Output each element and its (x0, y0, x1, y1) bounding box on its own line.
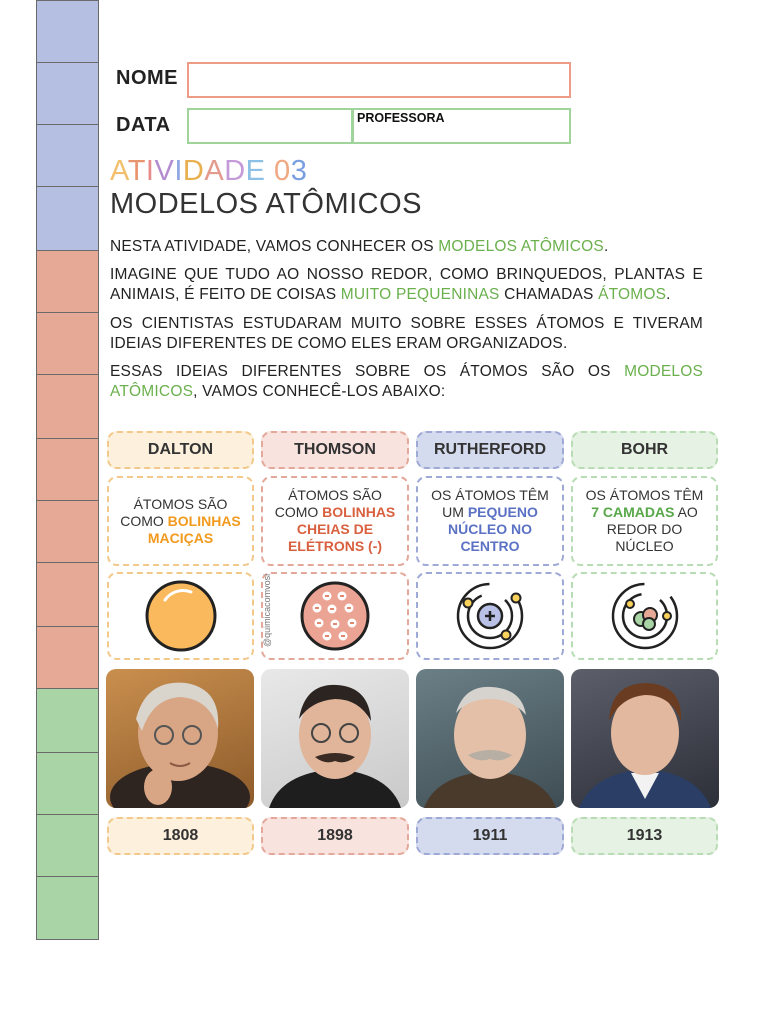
model-name: DALTON (147, 441, 214, 458)
strip-segment (36, 0, 99, 62)
desc-text: AO REDOR DO NÚCLEO (606, 504, 698, 554)
strip-segment (36, 124, 99, 186)
paragraph-text: ESSAS IDEIAS DIFERENTES SOBRE OS ÁTOMOS SÃO OS (110, 363, 625, 380)
model-name: RUTHERFORD (434, 441, 546, 458)
year-text: 1808 (162, 827, 199, 844)
rutherford-portrait (416, 669, 564, 808)
activity-title-letter: D (182, 155, 205, 187)
activity-title-letter: A (110, 155, 128, 187)
bohr-year (571, 817, 718, 855)
thomson-header (261, 431, 409, 469)
rutherford-year (416, 817, 564, 855)
paragraph-text: . (666, 286, 671, 303)
strip-segment (36, 752, 99, 814)
bohr-description (571, 476, 718, 566)
strip-segment (36, 312, 99, 374)
thomson-year (261, 817, 409, 855)
activity-title-letter (265, 155, 274, 187)
activity-title-letter: T (127, 155, 146, 187)
dalton-portrait (106, 669, 254, 808)
page-title: MODELOS ATÔMICOS (110, 188, 423, 220)
person-icon (571, 669, 719, 808)
solid-sphere-icon (143, 578, 219, 654)
person-icon (261, 669, 409, 808)
activity-title-letter: I (145, 155, 155, 187)
year-text: 1898 (317, 827, 353, 844)
highlighted-text: MODELOS ATÔMICOS (110, 363, 703, 400)
activity-title-letter: 3 (290, 155, 308, 187)
name-field[interactable] (187, 62, 571, 98)
activity-title-letter: D (224, 155, 246, 187)
nuclear-atom-icon (452, 578, 528, 654)
rutherford-model-card (416, 572, 564, 660)
activity-title (110, 155, 307, 188)
desc-text: OS ÁTOMOS TÊM UM (431, 487, 549, 520)
bohr-atom-icon (607, 578, 683, 654)
intro-paragraph (110, 265, 703, 305)
desc-text: ÁTOMOS SÃO COMO (120, 495, 228, 529)
dalton-description (107, 476, 254, 566)
intro-paragraph (110, 362, 703, 402)
thomson-portrait (261, 669, 409, 808)
strip-segment (36, 688, 99, 752)
name-label: NOME (116, 67, 178, 89)
strip-segment (36, 374, 99, 438)
desc-highlight: BOLINHAS CHEIAS DE ELÉTRONS (-) (287, 504, 396, 554)
dalton-model-card (107, 572, 254, 660)
desc-highlight: 7 CAMADAS (591, 504, 675, 520)
person-icon (106, 669, 254, 808)
strip-segment (36, 250, 99, 312)
dalton-header (107, 431, 254, 469)
activity-title-letter: A (204, 155, 225, 187)
activity-title-letter: 0 (274, 155, 291, 187)
paragraph-text: NESTA ATIVIDADE, VAMOS CONHECER OS (110, 238, 439, 255)
activity-title-letter: E (245, 155, 266, 187)
highlighted-text: MUITO PEQUENINAS (340, 286, 500, 303)
desc-highlight: BOLINHAS MACIÇAS (147, 512, 241, 546)
bohr-portrait (571, 669, 719, 808)
strip-segment (36, 500, 99, 562)
dalton-year (107, 817, 254, 855)
credit-text: @quimicacomvosi (262, 573, 272, 647)
model-name: THOMSON (294, 441, 376, 458)
intro-paragraph (110, 314, 703, 354)
paragraph-text: , VAMOS CONHECÊ-LOS ABAIXO: (193, 383, 446, 400)
date-label: DATA (116, 114, 171, 136)
paragraph-text: OS CIENTISTAS ESTUDARAM MUITO SOBRE ESSES ÁTOMOS E TIVERAM IDEIAS DIFERENTES DE COMO ELES ERAM ORGANIZADOS. (110, 315, 703, 352)
strip-segment (36, 62, 99, 124)
strip-segment (36, 438, 99, 500)
model-name: BOHR (620, 441, 669, 458)
paragraph-text: IMAGINE QUE TUDO AO NOSSO REDOR, COMO BRINQUEDOS, PLANTAS E ANIMAIS, É FEITO DE COISAS (110, 266, 703, 303)
plum-pudding-icon (297, 578, 373, 654)
thomson-model-card (261, 572, 409, 660)
highlighted-text: ÁTOMOS (598, 286, 667, 303)
rutherford-description (416, 476, 564, 566)
activity-title-letter: V (154, 155, 175, 187)
paragraph-text: . (603, 238, 609, 255)
teacher-field[interactable] (352, 108, 571, 144)
strip-segment (36, 186, 99, 250)
year-text: 1911 (472, 827, 508, 844)
bohr-model-card (571, 572, 718, 660)
strip-segment (36, 562, 99, 626)
desc-text: ÁTOMOS SÃO COMO (274, 487, 382, 520)
strip-segment (36, 876, 99, 940)
paragraph-text: CHAMADAS (499, 286, 599, 303)
person-icon (416, 669, 564, 808)
rutherford-header (416, 431, 564, 469)
strip-segment (36, 814, 99, 876)
activity-title-letter: I (174, 155, 183, 187)
desc-text: OS ÁTOMOS TÊM (585, 487, 704, 503)
teacher-label: PROFESSORA (357, 111, 445, 125)
date-field[interactable] (187, 108, 353, 144)
thomson-description (261, 476, 409, 566)
intro-paragraph (110, 237, 703, 257)
highlighted-text: MODELOS ATÔMICOS (438, 238, 604, 255)
year-text: 1913 (626, 827, 663, 844)
desc-highlight: PEQUENO NÚCLEO NO CENTRO (448, 504, 538, 554)
bohr-header (571, 431, 718, 469)
side-color-strip (36, 0, 99, 940)
strip-segment (36, 626, 99, 688)
